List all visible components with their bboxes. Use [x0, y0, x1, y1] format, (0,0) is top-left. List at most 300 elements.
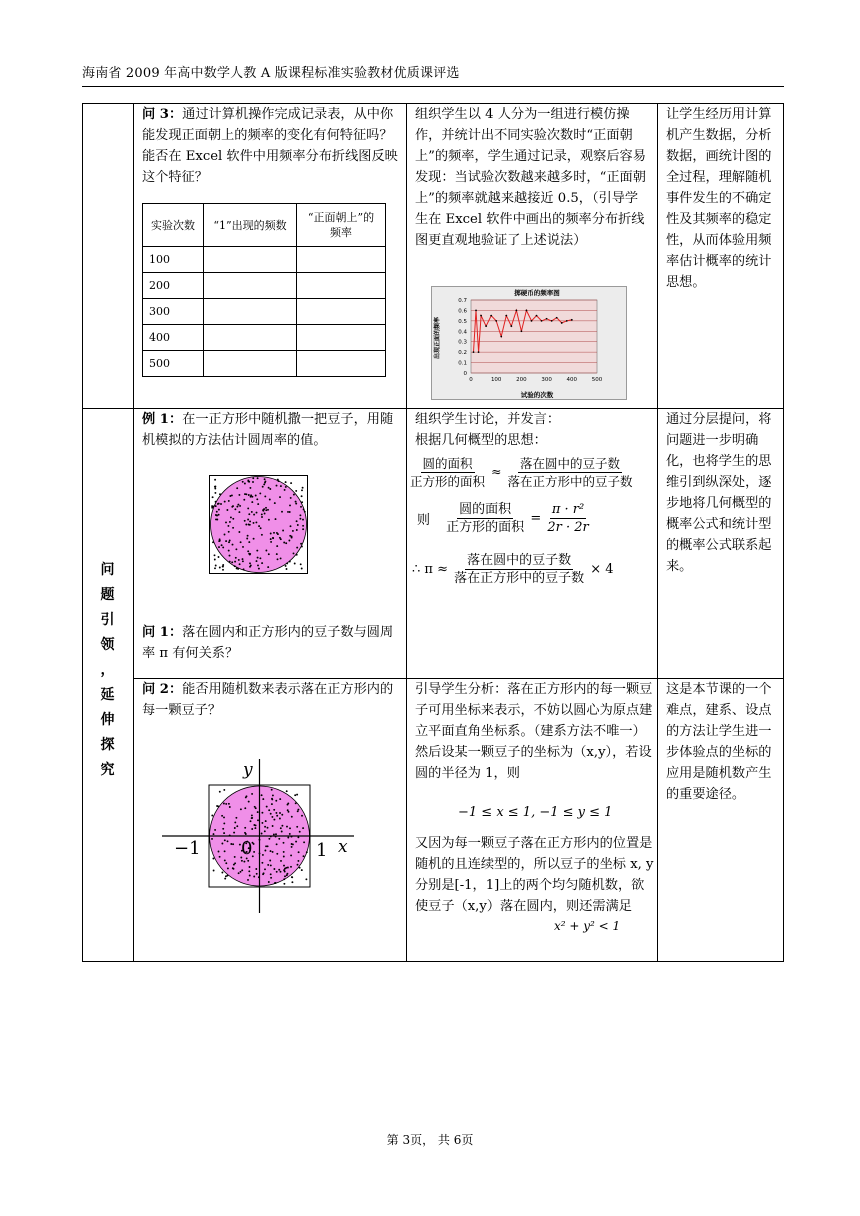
- bean-dot: [244, 807, 246, 809]
- bean-dot: [224, 850, 226, 852]
- section-label-char: ，: [100, 662, 115, 678]
- coordinate-figure: [158, 755, 358, 917]
- bean-dot: [271, 816, 273, 818]
- bean-dot: [218, 509, 220, 511]
- bean-dot: [270, 877, 272, 879]
- record-table-cell: [297, 325, 386, 351]
- bean-dot: [299, 514, 301, 516]
- bean-dot: [284, 871, 286, 873]
- bean-dot: [272, 537, 274, 539]
- bean-dot: [302, 525, 304, 527]
- bean-dot: [268, 809, 270, 811]
- section-label-char: 究: [100, 762, 115, 778]
- chart-point: [500, 336, 502, 338]
- bean-dot: [262, 854, 264, 856]
- chart-point: [546, 318, 548, 320]
- chart-point: [531, 320, 533, 322]
- record-table-cell: [297, 273, 386, 299]
- bean-dot: [240, 808, 242, 810]
- bean-dot: [232, 867, 234, 869]
- bean-dot: [253, 851, 255, 853]
- fraction: [545, 501, 590, 536]
- bean-dot: [219, 791, 221, 793]
- bean-dot: [248, 801, 250, 803]
- bean-dot: [297, 860, 299, 862]
- bean-dot: [269, 488, 271, 490]
- section-label: [82, 558, 133, 783]
- bean-dot: [251, 511, 253, 513]
- bean-dot: [232, 505, 234, 507]
- bean-dot: [301, 489, 303, 491]
- bean-dot: [296, 529, 298, 531]
- chart-point: [521, 330, 523, 332]
- bean-dot: [250, 820, 252, 822]
- bean-dot: [246, 538, 248, 540]
- discussion-intro: 组织学生讨论，并发言：: [415, 412, 561, 427]
- x-axis-label: x: [338, 837, 348, 857]
- example-1: [142, 409, 400, 451]
- bean-dot: [251, 814, 253, 816]
- bean-dot: [257, 557, 259, 559]
- section-label-char: 伸: [100, 712, 115, 728]
- bean-dot: [286, 873, 288, 875]
- bean-dot: [224, 501, 226, 503]
- bean-dot: [290, 482, 292, 484]
- row1-activity-text: 组织学生以 4 人分为一组进行模仿操作，并统计出不同实验次数时“正面朝上”的频率，学生通过记录，观察后容易发现：当试验次数越来越多时，“正面朝上”的频率就越来越接近 0.5，（引导学生在 Excel 软件中画出的频率分布折线图更直观地验证了上述说法）: [415, 107, 646, 248]
- bean-dot: [268, 519, 270, 521]
- bean-dot: [291, 876, 293, 878]
- bean-dot: [289, 833, 291, 835]
- bean-dot: [234, 561, 236, 563]
- bean-dot: [232, 527, 234, 529]
- bean-dot: [222, 546, 224, 548]
- chart-x-tick-label: 100: [490, 377, 502, 383]
- bean-dot: [235, 817, 237, 819]
- row2-purpose-text: 通过分层提问，将问题进一步明确化，也将学生的思维引到纵深处，逐步地将几何概型的概率公式和统计型的概率公式联系起来。: [666, 412, 772, 574]
- bean-dot: [291, 846, 293, 848]
- chart-point: [475, 310, 477, 312]
- bean-dot: [244, 832, 246, 834]
- bean-dot: [227, 525, 229, 527]
- bean-dot: [276, 485, 278, 487]
- bean-dot: [243, 499, 245, 501]
- fraction-denominator: 落在正方形中的豆子数: [454, 571, 585, 586]
- bean-dot: [214, 486, 216, 488]
- bean-dot: [257, 811, 259, 813]
- y-axis-label: y: [243, 760, 253, 780]
- bean-dot: [270, 864, 272, 866]
- chart-point: [571, 319, 573, 321]
- bean-dot: [281, 831, 283, 833]
- bean-dot: [261, 822, 263, 824]
- bean-dot: [268, 553, 270, 555]
- circle-condition: x² + y² < 1: [554, 919, 621, 933]
- record-table-cell: 300: [143, 299, 204, 325]
- chart-y-tick-label: 0.2: [458, 350, 467, 357]
- bean-dot: [267, 827, 269, 829]
- question-3: [142, 104, 400, 188]
- chart-plot-area: [471, 300, 597, 373]
- bean-dot: [234, 821, 236, 823]
- bean-dot: [283, 856, 285, 858]
- bean-dot: [234, 827, 236, 829]
- bean-dot: [220, 503, 222, 505]
- bean-dot: [227, 867, 229, 869]
- question-2-label: 问 2：: [142, 682, 183, 697]
- bean-dot: [270, 538, 272, 540]
- bean-dot: [297, 810, 299, 812]
- bean-dot: [254, 806, 256, 808]
- fraction: [505, 455, 634, 490]
- bean-dot: [242, 546, 244, 548]
- bean-dot: [226, 509, 228, 511]
- bean-dot: [247, 507, 249, 509]
- bean-dot: [244, 520, 246, 522]
- bean-dot: [236, 506, 238, 508]
- bean-dot: [302, 827, 304, 829]
- bean-dot: [270, 873, 272, 875]
- chart-point: [536, 315, 538, 317]
- bean-dot: [227, 840, 229, 842]
- bean-dot: [295, 501, 297, 503]
- record-table-cell: 400: [143, 325, 204, 351]
- chart-y-tick-label: 0: [463, 371, 467, 377]
- bean-dot: [215, 565, 217, 567]
- bean-dot: [257, 819, 259, 821]
- bean-dot: [211, 505, 213, 507]
- bean-dot: [229, 495, 231, 497]
- bean-dot: [279, 818, 281, 820]
- bean-dot: [279, 798, 281, 800]
- bean-dot: [293, 494, 295, 496]
- bean-dot: [249, 566, 251, 568]
- bean-dot: [216, 511, 218, 513]
- bean-dot: [251, 501, 253, 503]
- bean-dot: [244, 827, 246, 829]
- bean-dot: [248, 541, 250, 543]
- row3-analysis-text: 引导学生分析：落在正方形内的每一颗豆子可用坐标来表示，不妨以圆心为原点建立平面直角坐标系。（建系方法不唯一）然后设某一颗豆子的坐标为（x,y），若设圆的半径为 1，则: [415, 682, 653, 781]
- bean-dot: [223, 803, 225, 805]
- bean-dot: [263, 508, 265, 510]
- bean-dot: [217, 503, 219, 505]
- record-table-header-cell: “正面朝上”的频率: [297, 204, 386, 247]
- col-border: [783, 103, 784, 962]
- bean-dot: [272, 851, 274, 853]
- bean-dot: [285, 486, 287, 488]
- bean-dot: [289, 504, 291, 506]
- then-word: 则: [417, 513, 431, 528]
- chart-x-tick-label: 0: [469, 377, 473, 383]
- record-table-header: [143, 204, 386, 247]
- bean-dot: [270, 533, 272, 535]
- bean-dot: [289, 827, 291, 829]
- bean-dot: [241, 860, 243, 862]
- bean-dot: [272, 794, 274, 796]
- bean-dot: [276, 843, 278, 845]
- bean-dot: [295, 503, 297, 505]
- bean-dot: [218, 851, 220, 853]
- times-four: × 4: [590, 562, 614, 577]
- bean-dot: [276, 871, 278, 873]
- bean-dot: [267, 864, 269, 866]
- bean-dot: [292, 530, 294, 532]
- bean-dot: [262, 873, 264, 875]
- bean-dot: [287, 837, 289, 839]
- bean-dot: [214, 559, 216, 561]
- bean-dot: [296, 794, 298, 796]
- bean-dot: [224, 878, 226, 880]
- fraction-numerator: 圆的面积: [459, 502, 512, 517]
- bean-dot: [212, 541, 214, 543]
- bean-dot: [283, 878, 285, 880]
- bean-dot: [234, 856, 236, 858]
- bean-dot: [273, 809, 275, 811]
- bean-dot: [269, 860, 271, 862]
- bean-dot: [224, 839, 226, 841]
- tick-neg1: −1: [174, 838, 201, 859]
- chart-point: [478, 351, 480, 353]
- bean-dot: [261, 562, 263, 564]
- bean-dot: [212, 496, 214, 498]
- bean-dot: [302, 528, 304, 530]
- bean-dot: [290, 866, 292, 868]
- bean-dot: [298, 851, 300, 853]
- chart-point: [556, 317, 558, 319]
- bean-dot: [275, 518, 277, 520]
- bean-dot: [278, 869, 280, 871]
- bean-dot: [288, 811, 290, 813]
- row1-purpose-text: 让学生经历用计算机产生数据，分析数据，画统计图的全过程，理解随机事件发生的不确定性及其频率的稳定性，从而体验用频率估计概率的统计思想。: [666, 107, 772, 290]
- bean-dot: [239, 505, 241, 507]
- chart-x-tick-label: 500: [591, 377, 603, 383]
- bean-dot: [228, 803, 230, 805]
- bean-dot: [242, 560, 244, 562]
- bean-dot: [264, 830, 266, 832]
- geometric-probability-intro: 根据几何概型的思想：: [415, 433, 547, 448]
- bean-dot: [287, 867, 289, 869]
- bean-dot: [268, 487, 270, 489]
- question-1-label: 问 1：: [142, 625, 183, 640]
- bean-dot: [261, 862, 263, 864]
- bean-dot: [255, 868, 257, 870]
- bean-dot: [265, 509, 267, 511]
- bean-dot: [279, 496, 281, 498]
- bean-dot: [225, 521, 227, 523]
- table-row: [143, 273, 386, 299]
- bean-dot: [286, 790, 288, 792]
- bean-dot: [252, 477, 254, 479]
- bean-dot: [290, 525, 292, 527]
- bean-dot: [229, 540, 231, 542]
- bean-dot: [219, 856, 221, 858]
- bean-dot: [270, 541, 272, 543]
- bean-dot: [223, 789, 225, 791]
- bean-dot: [264, 868, 266, 870]
- bean-dot: [249, 875, 251, 877]
- bean-dot: [279, 812, 281, 814]
- tick-0: 0: [241, 838, 253, 859]
- bean-dot: [248, 513, 250, 515]
- bean-dot: [281, 511, 283, 513]
- bean-dot: [281, 825, 283, 827]
- bean-dot: [267, 566, 269, 568]
- bean-dot: [229, 555, 231, 557]
- record-table-cell: [297, 299, 386, 325]
- bean-dot: [280, 557, 282, 559]
- bean-dot: [302, 519, 304, 521]
- table-row: [143, 299, 386, 325]
- bean-dot: [272, 825, 274, 827]
- bean-dot: [285, 481, 287, 483]
- bean-dot: [296, 547, 298, 549]
- bean-dot: [251, 793, 253, 795]
- bean-dot: [261, 534, 263, 536]
- bean-dot: [239, 563, 241, 565]
- bean-dot: [277, 558, 279, 560]
- bean-dot: [221, 843, 223, 845]
- section-label-char: 题: [100, 587, 115, 603]
- col-border: [406, 103, 407, 962]
- bean-dot: [259, 492, 261, 494]
- bean-dot: [214, 829, 216, 831]
- bean-dot: [273, 532, 275, 534]
- formula-3: [412, 552, 656, 587]
- lesson-table: [82, 103, 784, 962]
- bean-dot: [246, 795, 248, 797]
- chart-point: [485, 325, 487, 327]
- bean-dot: [261, 516, 263, 518]
- bean-dot: [271, 798, 273, 800]
- question-2: [142, 679, 400, 721]
- bean-dot: [238, 559, 240, 561]
- record-table-header-cell: “1”出现的频数: [204, 204, 297, 247]
- fraction-denominator: 落在正方形中的豆子数: [507, 474, 633, 489]
- bean-dot: [301, 568, 303, 570]
- bean-dot: [240, 871, 242, 873]
- question-1-text: 落在圆内和正方形内的豆子数与圆周率 π 有何关系？: [142, 625, 394, 661]
- bean-dot: [274, 502, 276, 504]
- bean-dot: [237, 504, 239, 506]
- record-table-cell: [204, 325, 297, 351]
- bean-dot: [264, 495, 266, 497]
- bean-dot: [283, 865, 285, 867]
- bean-dot: [296, 554, 298, 556]
- bean-dot: [261, 513, 263, 515]
- bean-dot: [301, 501, 303, 503]
- bean-dot: [234, 508, 236, 510]
- bean-dot: [232, 544, 234, 546]
- bean-dot: [216, 805, 218, 807]
- bean-dot: [261, 833, 263, 835]
- chart-x-tick-label: 300: [541, 377, 552, 383]
- section-label-char: 引: [100, 612, 115, 628]
- col-border: [133, 103, 134, 962]
- bean-dot: [254, 827, 256, 829]
- bean-dot: [290, 854, 292, 856]
- bean-dot: [289, 511, 291, 513]
- bean-dot: [280, 871, 282, 873]
- record-table-cell: 500: [143, 351, 204, 377]
- bean-dot: [252, 481, 254, 483]
- bean-dot: [256, 498, 258, 500]
- bean-dot: [303, 509, 305, 511]
- question-1: [142, 622, 400, 664]
- bean-dot: [287, 511, 289, 513]
- bean-dot: [259, 557, 261, 559]
- bean-dot: [229, 561, 231, 563]
- fraction-numerator: 落在圆中的豆子数: [519, 456, 620, 471]
- chart-point: [490, 315, 492, 317]
- bean-dot: [231, 561, 233, 563]
- bean-dot: [256, 560, 258, 562]
- bean-dot: [242, 481, 244, 483]
- bean-dot: [249, 866, 251, 868]
- chart-x-label: 试验的次数: [520, 391, 554, 399]
- bean-dot: [215, 514, 217, 516]
- bean-dot: [294, 794, 296, 796]
- bean-dot: [262, 486, 264, 488]
- bean-dot: [301, 815, 303, 817]
- bean-dot: [299, 831, 301, 833]
- bean-dot: [243, 568, 245, 570]
- bean-dot: [211, 838, 213, 840]
- bean-dot: [302, 487, 304, 489]
- page-footer: 第 3页， 共 6页: [386, 1133, 474, 1147]
- bean-dot: [258, 568, 260, 570]
- bean-dot: [295, 841, 297, 843]
- bean-dot: [268, 838, 270, 840]
- bean-dot: [247, 879, 249, 881]
- fraction-denominator: 正方形的面积: [446, 520, 525, 535]
- bean-dot: [288, 540, 290, 542]
- bean-dot: [214, 488, 216, 490]
- bean-dot: [283, 542, 285, 544]
- bean-dot: [258, 525, 260, 527]
- row3-purpose-text: 这是本节课的一个难点，建系、设点的方法让学生进一步体验点的坐标的应用是随机数产生的重要途径。: [666, 682, 772, 802]
- bean-dot: [260, 527, 262, 529]
- bean-dot: [237, 568, 239, 570]
- bean-dot: [300, 543, 302, 545]
- question-3-label: 问 3：: [142, 107, 183, 122]
- bean-dot: [223, 822, 225, 824]
- bean-dot: [213, 833, 215, 835]
- bean-dot: [225, 875, 227, 877]
- bean-dot: [263, 483, 265, 485]
- bean-dot: [251, 817, 253, 819]
- example-1-label: 例 1：: [142, 412, 183, 427]
- bean-dot: [247, 860, 249, 862]
- bean-dot: [285, 542, 287, 544]
- bean-dot: [275, 882, 277, 884]
- bean-dot: [228, 500, 230, 502]
- bean-dot: [215, 505, 217, 507]
- chart-x-tick-label: 400: [566, 377, 578, 383]
- bean-dot: [279, 537, 281, 539]
- bean-dot: [256, 512, 258, 514]
- bean-dot: [253, 514, 255, 516]
- bean-dot: [219, 538, 221, 540]
- bean-dot: [251, 496, 253, 498]
- bean-dot: [211, 815, 213, 817]
- bean-dot: [228, 541, 230, 543]
- bean-dot: [223, 832, 225, 834]
- bean-dot: [247, 535, 249, 537]
- bean-dot: [275, 800, 277, 802]
- chart-y-label: 出现正面的频率: [434, 316, 441, 360]
- row2-activity: [415, 409, 655, 451]
- bean-dot: [285, 565, 287, 567]
- bean-dot: [247, 480, 249, 482]
